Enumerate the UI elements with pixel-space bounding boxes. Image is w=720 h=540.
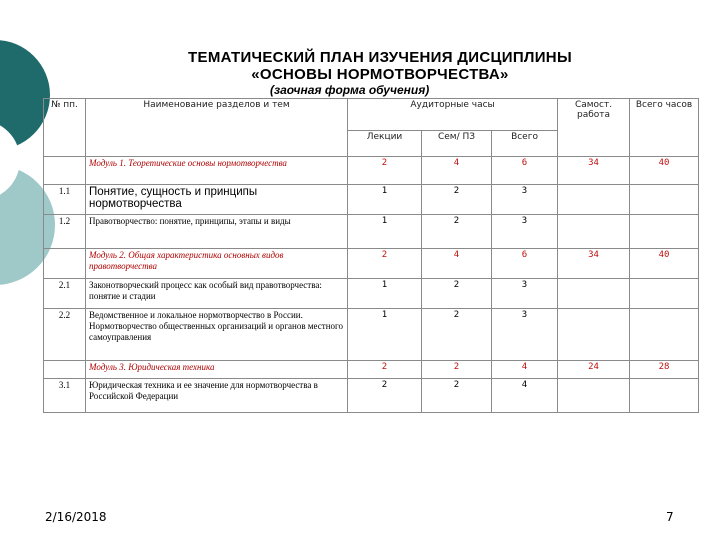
row-num: 2.1 xyxy=(44,279,86,309)
row-aud-total: 4 xyxy=(492,379,558,413)
row-aud-total: 4 xyxy=(492,361,558,379)
row-lectures: 1 xyxy=(348,185,422,215)
row-seminars: 2 xyxy=(422,215,492,249)
header-lectures: Лекции xyxy=(348,131,422,157)
row-name: Понятие, сущность и принципы нормотворчества xyxy=(86,185,348,215)
row-total xyxy=(630,309,699,361)
row-seminars: 2 xyxy=(422,279,492,309)
row-name: Законотворческий процесс как особый вид правотворчества: понятие и стадии xyxy=(86,279,348,309)
row-lectures: 2 xyxy=(348,249,422,279)
row-self xyxy=(558,379,630,413)
row-num: 3.1 xyxy=(44,379,86,413)
row-num: 2.2 xyxy=(44,309,86,361)
row-num xyxy=(44,249,86,279)
table-row-module xyxy=(44,361,699,379)
header-aud-total: Всего xyxy=(492,131,558,157)
row-lectures: 1 xyxy=(348,215,422,249)
row-seminars: 2 xyxy=(422,185,492,215)
table-row xyxy=(44,279,699,309)
page-number: 7 xyxy=(666,510,674,524)
row-total: 28 xyxy=(630,361,699,379)
row-lectures: 2 xyxy=(348,157,422,185)
thematic-plan-table xyxy=(43,98,699,413)
table-row xyxy=(44,185,699,215)
header-self: Самост. работа xyxy=(558,99,630,157)
table-row xyxy=(44,379,699,413)
row-aud-total: 6 xyxy=(492,157,558,185)
row-aud-total: 3 xyxy=(492,185,558,215)
row-aud-total: 3 xyxy=(492,309,558,361)
row-self: 34 xyxy=(558,157,630,185)
row-seminars: 2 xyxy=(422,361,492,379)
row-self xyxy=(558,215,630,249)
title-line-1: ТЕМАТИЧЕСКИЙ ПЛАН ИЗУЧЕНИЯ ДИСЦИПЛИНЫ xyxy=(188,49,572,66)
table-row-module xyxy=(44,157,699,185)
row-lectures: 1 xyxy=(348,279,422,309)
table-row xyxy=(44,309,699,361)
row-self xyxy=(558,185,630,215)
row-num: 1.1 xyxy=(44,185,86,215)
row-lectures: 1 xyxy=(348,309,422,361)
row-self: 34 xyxy=(558,249,630,279)
header-seminars: Сем/ ПЗ xyxy=(422,131,492,157)
row-name: Ведомственное и локальное нормотворчество в России. Нормотворчество общественных организаций и органов местного самоуправления xyxy=(86,309,348,361)
row-seminars: 4 xyxy=(422,249,492,279)
row-name: Модуль 2. Общая характеристика основных видов правотворчества xyxy=(86,249,348,279)
row-num: 1.2 xyxy=(44,215,86,249)
header-row-1 xyxy=(44,99,699,131)
row-total: 40 xyxy=(630,249,699,279)
row-self: 24 xyxy=(558,361,630,379)
title-line-2: «ОСНОВЫ НОРМОТВОРЧЕСТВА» xyxy=(251,66,509,83)
row-total xyxy=(630,215,699,249)
row-name: Модуль 3. Юридическая техника xyxy=(86,361,348,379)
row-aud-total: 3 xyxy=(492,215,558,249)
row-seminars: 2 xyxy=(422,379,492,413)
row-self xyxy=(558,279,630,309)
footer-date: 2/16/2018 xyxy=(45,510,107,524)
row-self xyxy=(558,309,630,361)
row-total xyxy=(630,379,699,413)
row-name: Юридическая техника и ее значение для нормотворчества в Российской Федерации xyxy=(86,379,348,413)
row-seminars: 2 xyxy=(422,309,492,361)
header-num: № пп. xyxy=(44,99,86,157)
table-row xyxy=(44,215,699,249)
row-seminars: 4 xyxy=(422,157,492,185)
row-aud-total: 3 xyxy=(492,279,558,309)
row-total xyxy=(630,279,699,309)
header-auditory: Аудиторные часы xyxy=(348,99,558,131)
header-name: Наименование разделов и тем xyxy=(86,99,348,157)
row-name: Модуль 1. Теоретические основы нормотворчества xyxy=(86,157,348,185)
row-aud-total: 6 xyxy=(492,249,558,279)
row-num xyxy=(44,157,86,185)
row-lectures: 2 xyxy=(348,379,422,413)
row-name: Правотворчество: понятие, принципы, этапы и виды xyxy=(86,215,348,249)
row-lectures: 2 xyxy=(348,361,422,379)
row-total: 40 xyxy=(630,157,699,185)
subtitle: (заочная форма обучения) xyxy=(270,83,430,97)
table-row-module xyxy=(44,249,699,279)
row-num xyxy=(44,361,86,379)
row-total xyxy=(630,185,699,215)
header-total: Всего часов xyxy=(630,99,699,157)
